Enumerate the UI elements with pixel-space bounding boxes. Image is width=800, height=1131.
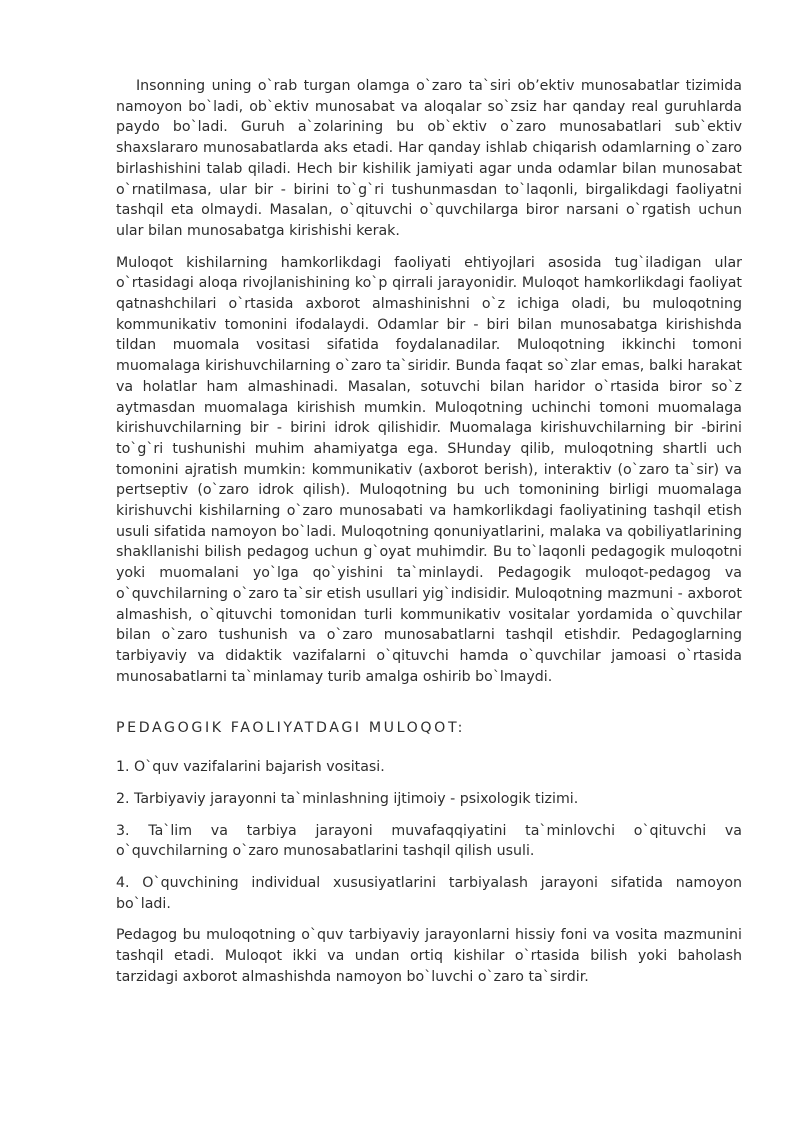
closing-paragraph: Pedagog bu muloqotning o`quv tarbiyaviy jarayonlarni hissiy foni va vosita mazmunini tashqil etadi. Muloqot ikki va undan ortiq kishilar o`rtasida bilish yoki baholash tarzidagi axborot almashishda namoyon bo`luvchi o`zaro ta`sirdir. <box>116 927 742 985</box>
list-item: 4. O`quvchining individual xususiyatlarini tarbiyalash jarayoni sifatida namoyon bo`ladi. <box>116 874 742 912</box>
list-item: 3. Ta`lim va tarbiya jarayoni muvafaqqiyatini ta`minlovchi o`qituvchi va o`quvchilarning o`zaro munosabatlarini tashqil qilish usuli. <box>116 822 742 860</box>
list-item: 2. Tarbiyaviy jarayonni ta`minlashning ijtimoiy - psixologik tizimi. <box>116 790 579 807</box>
section-heading: PEDAGOGIK FAOLIYATDAGI MULOQOT: <box>116 720 466 737</box>
document-page <box>116 76 742 987</box>
list-item: 1. O`quv vazifalarini bajarish vositasi. <box>116 759 385 776</box>
paragraph: Insonning uning o`rab turgan olamga o`zaro ta`siri ob’ektiv munosabatlar tizimida namoyon bo`ladi, ob`ektiv munosabat va aloqalar so`zsiz har qanday real guruhlarda paydo bo`ladi. Guruh a`zolarining bu ob`ektiv o`zaro munosabatlari sub`ektiv shaxslararo munosabatlarda aks etadi. Har qanday ishlab chiqarish odamlarning o`zaro birlashishini talab qiladi. Hech bir kishilik jamiyati agar unda odamlar bilan munosabat o`rnatilmasa, ular bir - birini to`g`ri tushunmasdan to`laqonli, birgalikdagi faoliyatni tashqil eta olmaydi. Masalan, o`qituvchi o`quvchilarga biror narsani o`rgatish uchun ular bilan munosabatga kirishishi kerak. <box>116 78 742 239</box>
paragraph: Muloqot kishilarning hamkorlikdagi faoliyati ehtiyojlari asosida tug`iladigan ular o`rtasidagi aloqa rivojlanishining ko`p qirrali jarayonidir. Muloqot hamkorlikdagi faoliyat qatnashchilari o`rtasida axborot almashinishni o`z ichiga oladi, bu muloqotning kommunikativ tomonini ifodalaydi. Odamlar bir - biri bilan munosabatga kirishishda tildan muomala vositasi sifatida foydalanadilar. Muloqotning ikkinchi tomoni muomalaga kirishuvchilarning o`zaro ta`siridir. Bunda faqat so`zlar emas, balki harakat va holatlar ham almashinadi. Masalan, sotuvchi bilan haridor o`rtasida biror so`z aytmasdan muomalaga kirishish mumkin. Muloqotning uchinchi tomoni muomalaga kirishuvchilarning bir - birini idrok qilishidir. Muomalaga kirishuvchilarning bir -birini to`g`ri tushunishi muhim ahamiyatga ega. SHunday qilib, muloqotning shartli uch tomonini ajratish mumkin: kommunikativ (axborot berish), interaktiv (o`zaro ta`sir) va pertseptiv (o`zaro idrok qilish). Muloqotning bu uch tomonining birligi muomalaga kirishuvchi kishilarning o`zaro munosabati va hamkorlikdagi faoliyatining tashqil etish usuli sifatida namoyon bo`ladi. Muloqotning qonuniyatlarini, malaka va qobiliyatlarining shakllanishi bilish pedagog uchun g`oyat muhimdir. Bu to`laqonli pedagogik muloqotni yoki muomalani yo`lga qo`yishini ta`minlaydi. Pedagogik muloqot-pedagog va o`quvchilarning o`zaro ta`sir etish usullari yig`indisidir. Muloqotning mazmuni - axborot almashish, o`qituvchi tomonidan turli kommunikativ vositalar yordamida o`quvchilar bilan o`zaro tushunish va o`zaro munosabatlarni tashqil etishdir. Pedagoglarning tarbiyaviy va didaktik vazifalarni o`qituvchi hamda o`quvchilar jamoasi o`rtasida munosabatlarni ta`minlamay turib amalga oshirib bo`lmaydi. <box>116 254 742 685</box>
